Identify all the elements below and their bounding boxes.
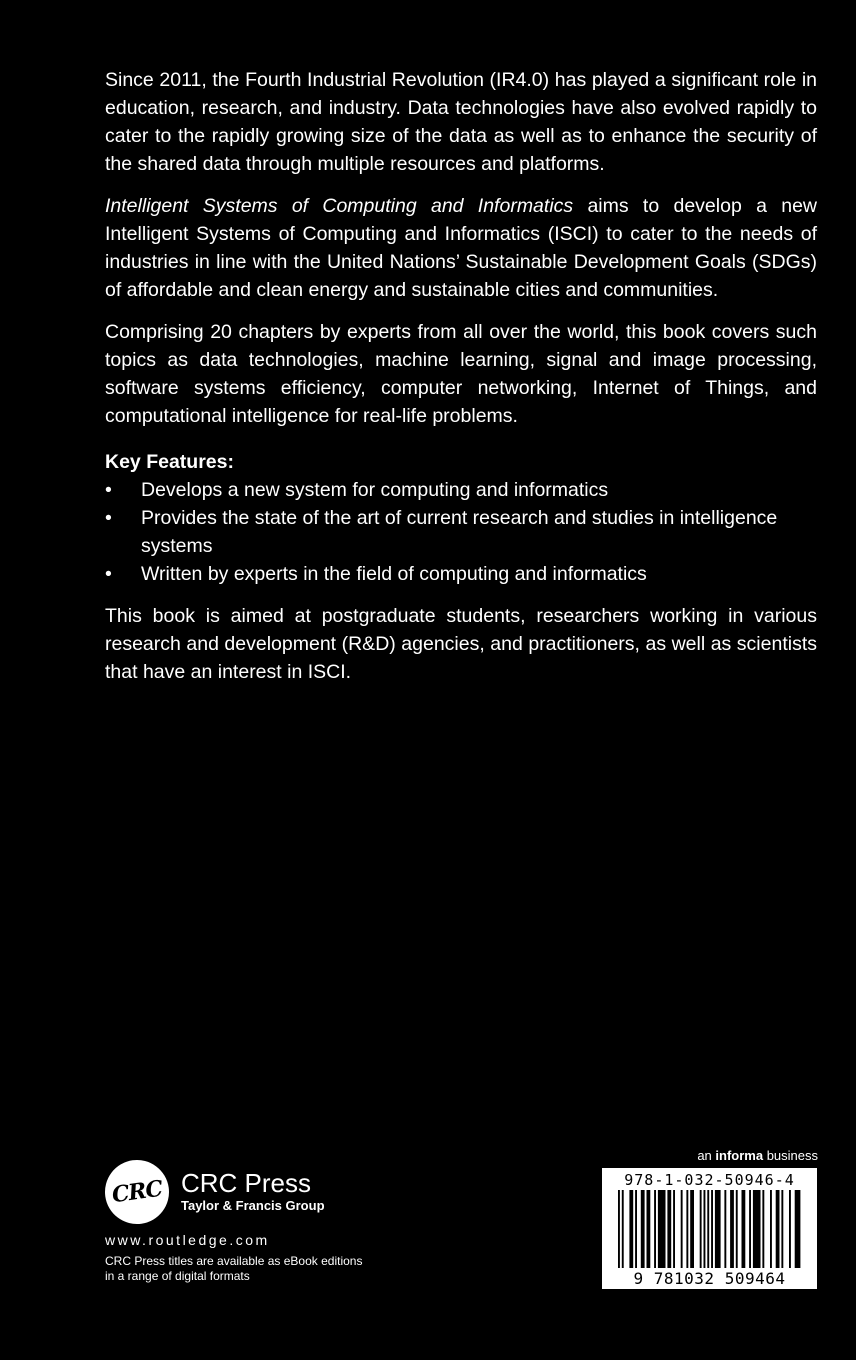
barcode-bar xyxy=(704,1190,706,1268)
bullet-icon: • xyxy=(105,479,112,501)
bullet-icon: • xyxy=(105,563,112,585)
barcode-bars-icon xyxy=(618,1190,801,1268)
barcode-bar xyxy=(789,1190,791,1268)
barcode-bar xyxy=(658,1190,666,1268)
publisher-group: Taylor & Francis Group xyxy=(181,1198,325,1213)
publisher-name: CRC Press xyxy=(181,1168,312,1198)
barcode-bar xyxy=(700,1190,702,1268)
barcode-bar xyxy=(736,1190,738,1268)
crc-logo-icon: CRC xyxy=(101,1156,173,1228)
informa-brand: informa xyxy=(715,1148,764,1163)
key-features-heading: Key Features: xyxy=(105,451,234,473)
barcode-bar xyxy=(629,1190,633,1268)
aims-text: aims to develop a new Intelligent Systems of Computing and Informatics (ISCI) to cater to the needs of industries in line with the United Nations’ Sustainable Development Goals (SDGs) of affordable and clean energy and sustainable cities and communities. xyxy=(105,195,817,301)
barcode-bar xyxy=(742,1190,746,1268)
chapters-paragraph: Comprising 20 chapters by experts from all over the world, this book covers such topics as data technologies, machine learning, signal and image processing, software systems efficiency, computer networking, Internet of Things, and computational intelligence for real-life problems. xyxy=(105,321,817,427)
barcode-bar xyxy=(673,1190,675,1268)
barcode-bar xyxy=(724,1190,726,1268)
barcode-bar xyxy=(681,1190,683,1268)
intro-paragraph: Since 2011, the Fourth Industrial Revolution (IR4.0) has played a significant role in education, research, and industry. Data technologies have also evolved rapidly to cater to the rapidly growing size of the data as well as to enhance the security of the shared data through multiple resources and platforms. xyxy=(105,69,817,175)
barcode-bar xyxy=(641,1190,645,1268)
feature-item xyxy=(105,560,817,588)
audience-paragraph: This book is aimed at postgraduate students, researchers working in various research and development (R&D) agencies, and practitioners, as well as scientists that have an interest in ISCI. xyxy=(105,605,817,683)
barcode-bar xyxy=(762,1190,764,1268)
informa-tagline xyxy=(697,1148,818,1163)
back-cover-text xyxy=(105,66,817,700)
publisher-website[interactable]: www.routledge.com xyxy=(105,1232,270,1248)
feature-item xyxy=(105,504,817,560)
barcode-bar xyxy=(770,1190,772,1268)
barcode-bar xyxy=(707,1190,709,1268)
isbn-label: 978-1-032-50946-4 xyxy=(624,1171,795,1189)
feature-text: Develops a new system for computing and informatics xyxy=(141,479,609,501)
key-features-list xyxy=(105,476,817,588)
barcode-bar xyxy=(690,1190,694,1268)
isbn-digits: 9 781032 509464 xyxy=(606,1269,813,1288)
barcode-bar xyxy=(618,1190,620,1268)
book-title: Intelligent Systems of Computing and Informatics xyxy=(105,195,574,217)
bullet-icon: • xyxy=(105,507,112,529)
barcode-bar xyxy=(781,1190,783,1268)
barcode-bar xyxy=(647,1190,651,1268)
publisher-block xyxy=(105,1160,425,1284)
informa-prefix: an xyxy=(697,1148,716,1163)
ebook-note-line: CRC Press titles are available as eBook editions xyxy=(105,1254,363,1268)
ebook-note xyxy=(105,1254,425,1284)
barcode-bar xyxy=(635,1190,637,1268)
barcode-bar xyxy=(622,1190,624,1268)
informa-suffix: business xyxy=(763,1148,818,1163)
barcode-bar xyxy=(776,1190,780,1268)
isbn-barcode xyxy=(602,1168,817,1289)
barcode-bar xyxy=(730,1190,734,1268)
feature-text: Provides the state of the art of current research and studies in intelligence systems xyxy=(141,507,778,557)
barcode-bar xyxy=(715,1190,721,1268)
publisher-logo xyxy=(105,1160,425,1224)
feature-item xyxy=(105,476,817,504)
feature-text: Written by experts in the field of computing and informatics xyxy=(141,563,647,585)
barcode-bar xyxy=(711,1190,713,1268)
aims-paragraph xyxy=(105,192,817,304)
barcode-bar xyxy=(795,1190,801,1268)
barcode-bar xyxy=(753,1190,761,1268)
ebook-note-line: in a range of digital formats xyxy=(105,1269,250,1283)
barcode-bar xyxy=(686,1190,688,1268)
barcode-bar xyxy=(667,1190,671,1268)
barcode-bar xyxy=(749,1190,751,1268)
barcode-bar xyxy=(654,1190,656,1268)
